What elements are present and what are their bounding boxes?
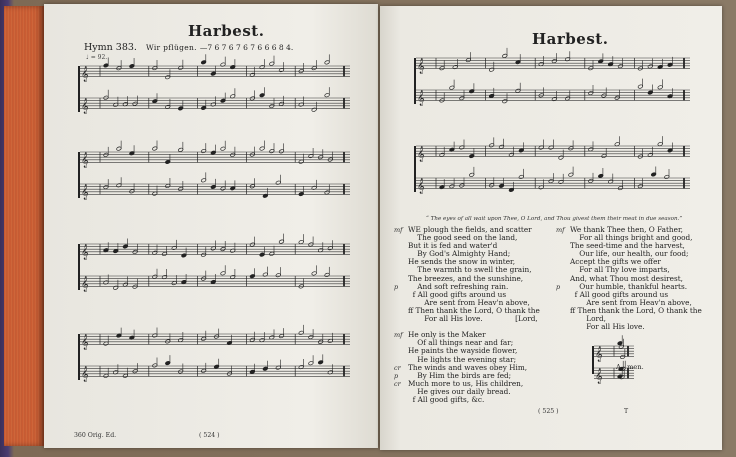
music-staff (78, 140, 352, 174)
meter: —7 6 7 6 7 6 7 6 6 6 8 4. (199, 43, 294, 52)
dynamic-marking: p (556, 282, 561, 291)
hymn-number (84, 42, 293, 53)
verse-text: Lord, (570, 314, 606, 324)
page-edges (4, 6, 44, 446)
svg-text:𝄞: 𝄞 (81, 99, 89, 114)
verse-text: He gives our daily bread. (408, 386, 511, 396)
left-footer-edition: 360 Orig. Ed. (74, 432, 117, 439)
svg-text:𝄞: 𝄞 (417, 179, 425, 194)
tempo-marking: ♩ = 92. (86, 54, 108, 61)
verse-text: The good seed on the land, (408, 233, 518, 243)
svg-text:𝄞: 𝄞 (81, 185, 89, 200)
right-footer-page-number: ( 525 ) (538, 408, 559, 415)
verse-text: WE plough the fields, and scatter (408, 225, 532, 234)
music-staff (414, 78, 692, 112)
verse-line (394, 315, 540, 323)
svg-text:𝄞: 𝄞 (417, 59, 425, 74)
svg-text:𝄞: 𝄞 (81, 153, 89, 168)
music-staff (78, 86, 352, 120)
verse-text: Of all things near and far; (408, 338, 514, 348)
amen-label: A - men. (616, 363, 644, 371)
verse-text: Much more to us, His children, (408, 378, 524, 388)
dynamic-marking: p (394, 371, 399, 380)
svg-text:𝄞: 𝄞 (595, 369, 603, 384)
music-staff (414, 166, 692, 200)
dynamic-marking: mf (394, 331, 403, 340)
verse-text: And soft refreshing rain. (408, 281, 509, 291)
dynamic-marking: cr (394, 363, 401, 372)
verse-text: f All good gifts around us (570, 289, 669, 299)
verse-text: He only is the Maker (408, 330, 486, 340)
svg-text:𝄞: 𝄞 (81, 367, 89, 382)
verse-text: Are sent from Heav'n above, (408, 297, 530, 307)
right-page-title: Harbest. (532, 30, 609, 48)
right-footer-signature: T (624, 408, 629, 415)
verse-text: By God's Almighty Hand; (408, 249, 511, 259)
svg-text:𝄞: 𝄞 (595, 347, 603, 362)
left-footer-page-number: ( 524 ) (199, 432, 220, 439)
verses-left-column (394, 226, 540, 404)
svg-text:𝄞: 𝄞 (417, 91, 425, 106)
music-staff (78, 322, 352, 356)
left-page-title: Harbest. (188, 22, 265, 40)
svg-text:𝄞: 𝄞 (81, 335, 89, 350)
verse-text: The seed-time and the harvest, (570, 241, 685, 251)
dynamic-marking: mf (394, 226, 403, 234)
tune-name: Wir pflügen. (145, 43, 197, 52)
music-staff (78, 172, 352, 206)
verse-line (394, 396, 540, 404)
svg-text:𝄞: 𝄞 (81, 245, 89, 260)
verse-text: Our life, our health, our food; (570, 249, 689, 259)
verse-text: But it is fed and water'd (408, 241, 498, 251)
verse-text: The warmth to swell the grain, (408, 265, 532, 275)
verse-text: For all things bright and good, (570, 233, 693, 243)
verse-text: He lights the evening star; (408, 354, 517, 364)
verse-text: Our humble, thankful hearts. (570, 281, 688, 291)
dynamic-marking: p (394, 282, 399, 291)
verse-text: He sends the snow in winter, (408, 257, 516, 267)
music-staff (414, 134, 692, 168)
svg-text:𝄞: 𝄞 (417, 147, 425, 162)
verse-text: He paints the wayside flower, (408, 346, 518, 356)
verse-text: Are sent from Heav'n above, (570, 297, 692, 307)
verse-text: For all His love. [Lord, (408, 314, 538, 324)
verse-text: The winds and waves obey Him, (408, 362, 528, 372)
music-staff (78, 54, 352, 88)
verse-text: f All good gifts, &c. (408, 394, 485, 404)
verse-text: For all Thy love imparts, (570, 265, 670, 275)
music-staff (78, 232, 352, 266)
dynamic-marking: cr (394, 379, 401, 388)
music-staff (78, 354, 352, 388)
left-page (44, 4, 378, 448)
verse-text: f All good gifts around us (408, 289, 507, 299)
verses-right-column (556, 226, 702, 331)
dynamic-marking: mf (556, 226, 565, 234)
verse-line (556, 323, 702, 331)
verse-text: Accept the gifts we offer (570, 257, 661, 267)
verse-text: And, what Thou most desirest, (570, 273, 683, 283)
hymn-number-label: Hymn 383. (84, 42, 137, 53)
verse-text: ff Then thank the Lord, O thank the (570, 305, 702, 315)
svg-text:𝄞: 𝄞 (81, 277, 89, 292)
verse-text: For all His love. (570, 322, 645, 332)
verse-text: By Him the birds are fed; (408, 370, 512, 380)
music-staff (592, 356, 636, 390)
svg-text:𝄞: 𝄞 (81, 67, 89, 82)
scripture-epigraph: “ The eyes of all wait upon Thee, O Lord, and Thou givest them their meat in due season.” (426, 216, 683, 222)
verse-text: ff Then thank the Lord, O thank the (408, 305, 540, 315)
right-page (380, 6, 722, 450)
verse-text: The breezes, and the sunshine, (408, 273, 524, 283)
music-staff (78, 264, 352, 298)
verse-text: We thank Thee then, O Father, (570, 225, 683, 234)
music-staff (414, 46, 692, 80)
